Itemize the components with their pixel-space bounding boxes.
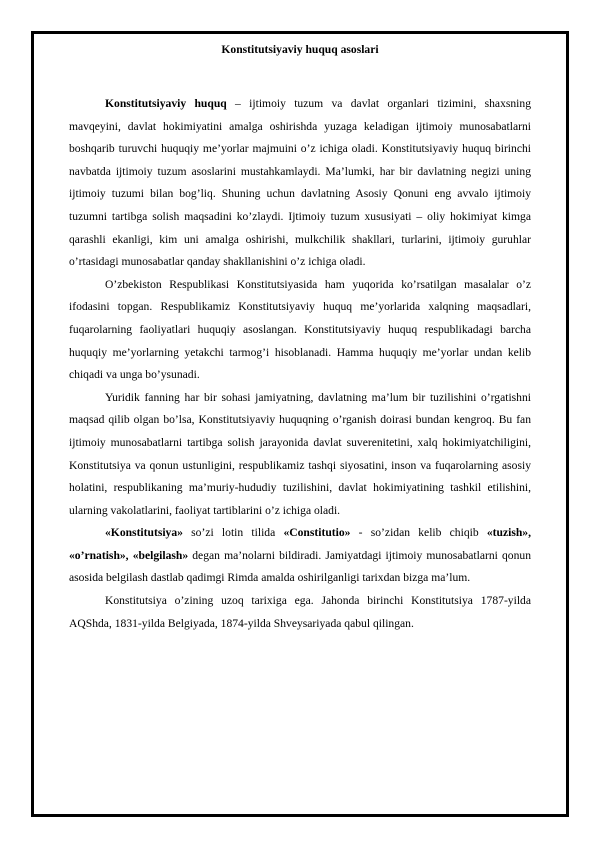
paragraph-1-text: – ijtimoiy tuzum va davlat organlari tizimini, shaxsning mavqeyini, davlat hokimiyatini amalga oshirishda yuzaga keladigan ijtimoiy munosabatlarni boshqarib turuvchi huquqiy me’yorlar majmuini o’z ichiga oladi. Konstitutsiyaviy huquq birinchi navbatda ijtimoiy tuzum asoslarini mustahkamlaydi. Ma’lumki, har bir davlatning negizi uning ijtimoiy tuzumi bilan bog’liq. Shuning uchun davlatning Asosiy Qonuni eng avvalo ijtimoiy tuzumni tartibga solish maqsadini ko’zlaydi. Ijtimoiy tuzum xususiyati – oliy hokimiyat kimga qarashli ekanligi, kim uni amalga oshirishi, mulkchilik shakllari, turlarini, ijtimoiy guruhlar o’rtasidagi munosabatlar qanday shakllanishini o’z ichiga oladi. — [69, 97, 531, 269]
term-meanings: «tuzish», «o’rnatish», «belgilash» — [69, 526, 531, 562]
term-bold: Konstitutsiyaviy huquq — [105, 97, 227, 110]
paragraph-4-text-2: - so’zidan kelib chiqib — [350, 526, 487, 540]
document-title: Konstitutsiyaviy huquq asoslari — [221, 43, 379, 56]
paragraph-4-text-3: degan ma’nolarni bildiradi. Jamiyatdagi ijtimoiy munosabatlarni qonun asosida belgilash dastlab qadimgi Rimda amalda oshirilganligi tarixdan bizga ma’lum. — [69, 548, 531, 585]
paragraph-1 — [69, 93, 531, 274]
paragraph-5: Konstitutsiya o’zining uzoq tarixiga ega. Jahonda birinchi Konstitutsiya 1787-yilda AQShda, 1831-yilda Belgiyada, 1874-yilda Shveysariyada qabul qilingan. — [69, 594, 531, 630]
paragraph-4-text-1: so’zi lotin tilida — [182, 526, 284, 540]
document-body — [69, 42, 531, 635]
paragraph-4 — [69, 522, 531, 590]
term-konstitutsiya: «Konstitutsiya» — [105, 526, 183, 540]
term-constitutio: «Constitutio» — [283, 526, 351, 540]
paragraph-2: O’zbekiston Respublikasi Konstitutsiyasida ham yuqorida ko’rsatilgan masalalar o’z ifodasini topgan. Respublikamiz Konstitutsiyaviy huquq me’yorlarida xalqning maqsadlari, fuqarolarning faoliyatlari huquqiy asoslangan. Konstitutsiyaviy huquq respublikadagi barcha huquqiy me’yorlarning yetakchi tarmog’i hisoblanadi. Hamma huquqiy me’yorlar undan kelib chiqadi va unga bo’ysunadi. — [69, 277, 531, 382]
paragraph-3: Yuridik fanning har bir sohasi jamiyatning, davlatning ma’lum bir tuzilishini o’rgatishni maqsad qilib olgan bo’lsa, Konstitutsiyaviy huquqning o’rganish doirasi bundan kengroq. Bu fan ijtimoiy munosabatlarni tartibga solish jarayonida davlat suverenitetini, xalq hokimiyatchiligini, Konstitutsiya va qonun ustunligini, respublikamiz tashqi siyosatini, inson va fuqarolarning asosiy holatini, respublikaning ma’muriy-hududiy tuzilishini, davlat hokimiyatining tashkil etilishini, ularning vakolatlarini, faoliyat tartiblarini o’z ichiga oladi. — [69, 390, 531, 517]
